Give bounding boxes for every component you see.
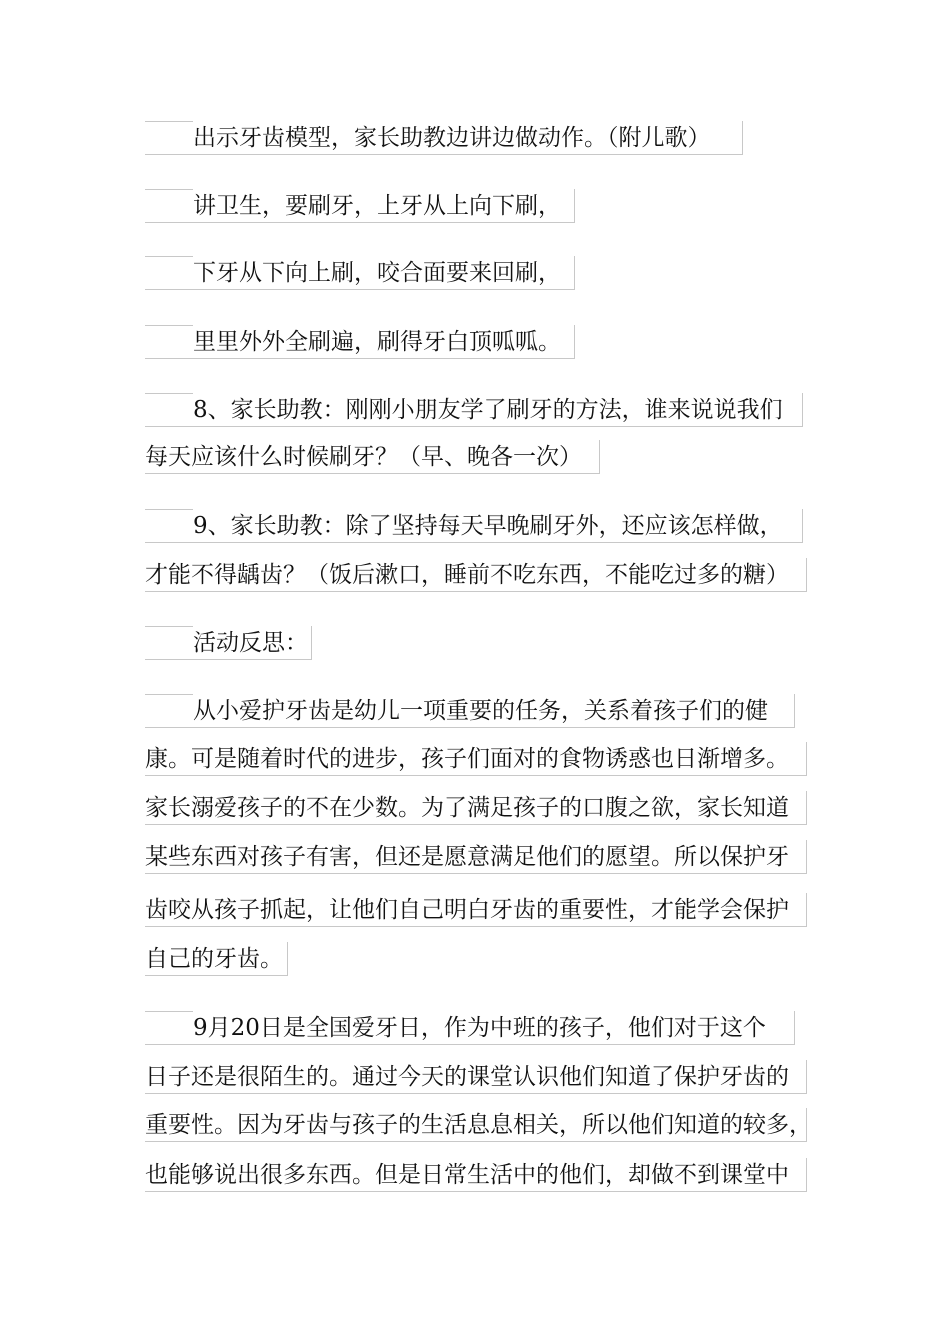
text-line-reflection-1: 从小爱护牙齿是幼儿一项重要的任务，关系着孩子们的健 <box>145 694 795 728</box>
text-line-reflection-2: 康。可是随着时代的进步，孩子们面对的食物诱惑也日渐增多。 <box>145 742 807 776</box>
text-line-teeth-day-2: 日子还是很陌生的。通过今天的课堂认识他们知道了保护牙齿的 <box>145 1060 807 1094</box>
text-line-rhyme-3: 里里外外全刷遍，刷得牙白顶呱呱。 <box>145 325 575 359</box>
text-line-reflection-6: 自己的牙齿。 <box>145 942 288 976</box>
text-line-model-demo: 出示牙齿模型，家长助教边讲边做动作。（附儿歌） <box>145 121 743 155</box>
text-line-reflection-5: 齿咬从孩子抓起，让他们自己明白牙齿的重要性，才能学会保护 <box>145 893 807 927</box>
text-line-rhyme-1: 讲卫生，要刷牙，上牙从上向下刷， <box>145 189 575 223</box>
text-line-step-9: 9、家长助教：除了坚持每天早晚刷牙外，还应该怎样做， <box>145 509 803 543</box>
text-line-step-9-cont: 才能不得龋齿？（饭后漱口，睡前不吃东西，不能吃过多的糖） <box>145 558 807 592</box>
section-heading-reflection: 活动反思： <box>145 626 312 660</box>
text-line-teeth-day-3: 重要性。因为牙齿与孩子的生活息息相关，所以他们知道的较多， <box>145 1108 807 1142</box>
text-line-step-8-cont: 每天应该什么时候刷牙？（早、晚各一次） <box>145 440 600 474</box>
text-line-teeth-day-1: 9月20日是全国爱牙日，作为中班的孩子，他们对于这个 <box>145 1011 795 1045</box>
text-line-step-8: 8、家长助教：刚刚小朋友学了刷牙的方法，谁来说说我们 <box>145 393 803 427</box>
text-line-rhyme-2: 下牙从下向上刷，咬合面要来回刷， <box>145 256 575 290</box>
text-line-teeth-day-4: 也能够说出很多东西。但是日常生活中的他们，却做不到课堂中 <box>145 1158 807 1192</box>
text-line-reflection-4: 某些东西对孩子有害，但还是愿意满足他们的愿望。所以保护牙 <box>145 840 807 874</box>
text-line-reflection-3: 家长溺爱孩子的不在少数。为了满足孩子的口腹之欲，家长知道 <box>145 791 807 825</box>
